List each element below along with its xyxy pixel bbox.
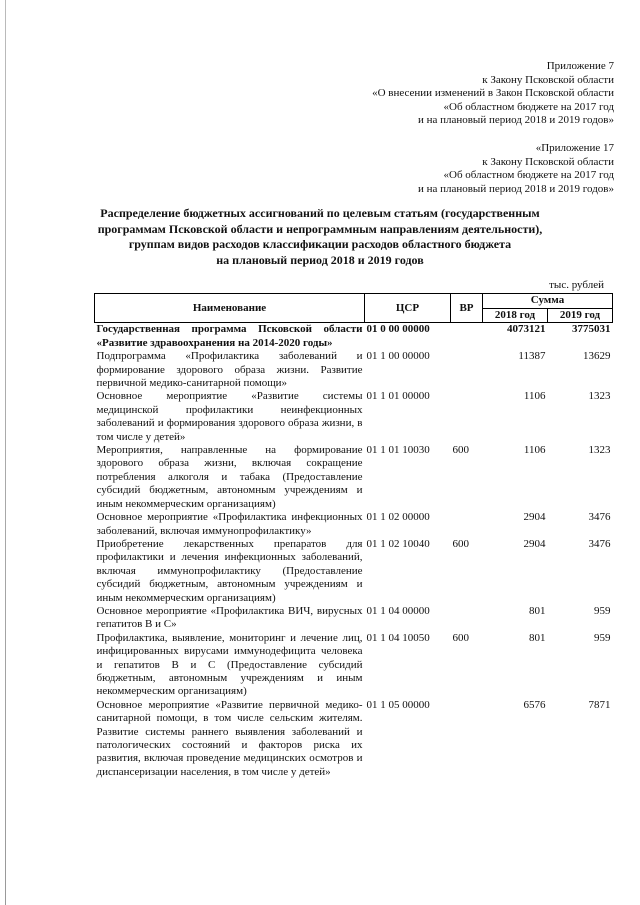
row-csr: 01 1 04 10050 [366,631,430,644]
header-name: Наименование [95,294,365,323]
table-row [95,323,613,350]
original-annex-header [418,142,614,196]
row-csr: 01 1 00 00000 [366,350,430,363]
row-2019: 7871 [588,698,611,711]
annex-header [372,60,614,128]
row-name: Приобретение лекарственных препаратов для профилактики и лечения инфекционных заболеваний, включая иммунопрофилактику (Предоставление субсидий бюджетным, автономным учреждениям и иным некоммерческим организациям) [96,537,363,604]
title-line: Распределение бюджетных ассигнований по целевым статьям (государственным [100,206,540,220]
row-2018: 1106 [523,390,546,403]
header-2018: 2018 год [483,309,548,323]
row-name: Основное мероприятие «Профилактика ВИЧ, вирусных гепатитов В и С» [96,604,363,631]
row-csr: 01 1 01 00000 [366,390,430,403]
row-csr: 01 1 02 10040 [366,537,430,550]
row-2018: 801 [529,631,546,644]
row-2019: 3775031 [572,323,611,336]
row-2019: 3476 [588,511,611,524]
row-name: Профилактика, выявление, мониторинг и лечение лиц, инфицированных вирусами иммунодефицита человека и гепатитов В и С (Предоставление субсидий бюджетным, автономным учреждениям и иным некоммерческим организациям) [96,631,363,698]
row-2019: 3476 [588,537,611,550]
table-row [95,605,613,632]
row-name: Подпрограмма «Профилактика заболеваний и формирование здорового образа жизни. Развитие первичной медико-санитарной помощи» [96,350,363,390]
table-row [95,444,613,511]
row-csr: 01 0 00 00000 [366,323,430,336]
annex-line: и на плановый период 2018 и 2019 годов» [417,182,614,195]
table-row [95,699,613,779]
row-2019: 959 [594,631,611,644]
row-2018: 4073121 [507,323,546,336]
row-2019: 1323 [588,444,611,457]
row-2018: 11387 [518,350,546,363]
header-vr: ВР [451,294,483,323]
row-csr: 01 1 02 00000 [366,511,430,524]
row-2018: 1106 [523,444,546,457]
page-edge [5,0,6,905]
annex-line: к Закону Псковской области [482,73,614,86]
table-body [95,323,613,779]
header-csr: ЦСР [365,294,451,323]
title-line: на плановый период 2018 и 2019 годов [216,252,424,267]
table-row [95,632,613,699]
annex-line: «Об областном бюджете на 2017 год [443,169,614,181]
annex-line: «Об областном бюджете на 2017 год [443,100,614,113]
table-row [95,538,613,605]
row-vr [451,390,483,444]
annex-line: «О внесении изменений в Закон Псковской области [372,87,614,99]
annex-line: «Приложение 17 [535,142,614,154]
table-row [95,350,613,390]
header-sum: Сумма [483,294,613,309]
row-name: Основное мероприятие «Развитие системы медицинской профилактики неинфекционных заболеваний и формирования здорового образа жизни, в том числе у детей» [96,390,363,443]
annex-line: Приложение 7 [546,60,614,72]
units-label: тыс. рублей [549,279,604,291]
row-vr [451,350,483,390]
table-row [95,390,613,444]
row-vr [451,699,483,779]
header-2019: 2019 год [548,309,613,323]
row-name: Основное мероприятие «Развитие первичной медико-санитарной помощи, в том числе сельским жителям. Развитие системы раннего выявления заболеваний и патологических состояний и факторов риска их развития, включая проведение медицинских осмотров и диспансеризации населения, в том числе у детей» [96,698,363,778]
row-csr: 01 1 05 00000 [366,698,430,711]
budget-table [94,293,613,779]
row-2019: 13629 [583,350,611,363]
document-title [70,206,570,268]
row-2018: 801 [529,604,546,617]
annex-line: и на плановый период 2018 и 2019 годов» [417,114,614,126]
row-csr: 01 1 04 00000 [366,604,430,617]
annex-line: к Закону Псковской области [482,155,614,168]
row-2019: 1323 [588,390,611,403]
row-vr [451,323,483,350]
table-row [95,511,613,538]
row-vr: 600 [452,537,469,550]
row-name: Мероприятия, направленные на формирование здорового образа жизни, включая сокращение потребления алкоголя и табака (Предоставление субсидий бюджетным, автономным учреждениям и иным некоммерческим организациям) [96,444,363,510]
title-line: группам видов расходов классификации расходов областного бюджета [128,237,512,251]
row-2018: 2904 [523,537,546,550]
row-name: Государственная программа Псковской области «Развитие здравоохранения на 2014-2020 годы» [96,323,363,349]
row-name: Основное мероприятие «Профилактика инфекционных заболеваний, включая иммунопрофилактику» [96,511,363,537]
row-vr: 600 [452,444,469,457]
row-vr [451,605,483,632]
row-2018: 2904 [523,511,546,524]
row-vr [451,511,483,538]
row-2019: 959 [594,604,611,617]
title-line: программам Псковской области и непрограммным направлениям деятельности), [97,221,543,236]
row-vr: 600 [452,631,469,644]
row-2018: 6576 [523,698,546,711]
row-csr: 01 1 01 10030 [366,444,430,457]
